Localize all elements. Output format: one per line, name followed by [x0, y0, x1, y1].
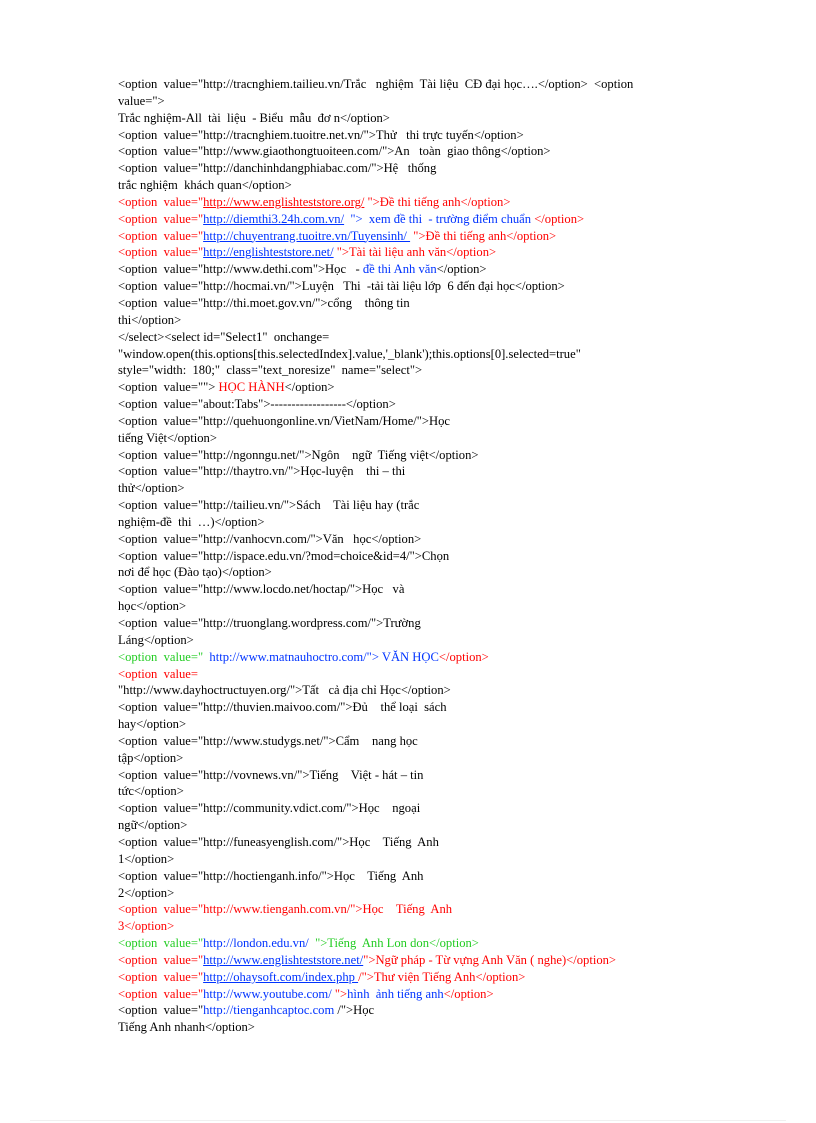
code-segment: "window.open(this.options[this.selectedIndex].value,'_blank');this.options[0].selected=true" — [118, 346, 581, 361]
code-segment: value="> — [118, 93, 165, 108]
code-segment: </select><select id="Select1" onchange= — [118, 329, 330, 344]
code-segment: <option value=" — [118, 245, 204, 260]
code-segment: http://london.edu.vn/ — [203, 936, 309, 951]
code-segment: <option value="http://thuvien.maivoo.com/">Đủ thể loại sách — [118, 700, 447, 715]
code-line — [118, 548, 718, 565]
code-line — [118, 93, 718, 110]
code-line — [118, 514, 718, 531]
code-segment: học</option> — [118, 599, 187, 614]
code-segment: "> — [331, 986, 348, 1001]
code-segment: <option value="http://funeasyenglish.com/">Học Tiếng Anh — [118, 834, 439, 849]
code-line — [118, 868, 718, 885]
code-line — [118, 76, 718, 93]
code-line — [118, 329, 718, 346]
code-segment: <option value=" — [118, 1003, 204, 1018]
code-segment: 3</option> — [118, 919, 175, 934]
code-segment: http://www.matnauhoctro.com/"> VĂN HỌC — [209, 649, 439, 664]
code-segment: <option value="http://vovnews.vn/">Tiếng Việt - hát – tin — [118, 767, 424, 782]
code-segment: http://www.youtube.com/ — [203, 986, 332, 1001]
code-line — [118, 244, 718, 261]
code-segment: ">Ngữ pháp - Từ vựng Anh Văn ( nghe)</option> — [363, 952, 617, 967]
code-segment: Láng</option> — [118, 632, 194, 647]
code-segment: <option value="http://danchinhdangphiabac.com/">Hệ thống — [118, 161, 437, 176]
code-segment: <option value="http://community.vdict.com/">Học ngoại — [118, 801, 421, 816]
code-segment: HỌC HÀNH — [218, 380, 285, 395]
code-segment: Tiếng Anh nhanh</option> — [118, 1020, 255, 1035]
code-segment: <option value=" — [118, 952, 204, 967]
code-segment: thi</option> — [118, 312, 182, 327]
code-segment: <option value=" — [118, 194, 204, 209]
code-segment: ngữ</option> — [118, 818, 188, 833]
code-line — [118, 211, 718, 228]
code-line — [118, 666, 718, 683]
code-segment: ">Tài tài liệu anh văn</option> — [333, 245, 497, 260]
code-line — [118, 1019, 718, 1036]
code-segment: đề thi Anh văn — [362, 262, 437, 277]
code-line — [118, 581, 718, 598]
code-segment: style="width: 180;" class="text_noresize" name="select"> — [118, 363, 423, 378]
code-segment: "> xem đề thi - trường điểm chuẩn — [344, 211, 535, 226]
code-line — [118, 986, 718, 1003]
code-line — [118, 682, 718, 699]
code-segment: ">Đề thi tiếng anh</option> — [364, 194, 511, 209]
code-line — [118, 295, 718, 312]
code-segment: <option value="http://ngonngu.net/">Ngôn ngữ Tiếng việt</option> — [118, 447, 479, 462]
code-segment: <option value="http://thi.moet.gov.vn/">cổng thông tin — [118, 295, 410, 310]
code-line — [118, 143, 718, 160]
hyperlink-text[interactable]: http://www.englishteststore.org/ — [203, 194, 365, 209]
code-line — [118, 463, 718, 480]
code-segment: </option> — [443, 986, 494, 1001]
code-line — [118, 228, 718, 245]
code-segment: <option value="http://tailieu.vn/">Sách Tài liệu hay (trắc — [118, 498, 420, 513]
code-segment: /">Thư viện Tiếng Anh</option> — [358, 969, 526, 984]
code-segment: <option value="http://quehuongonline.vn/VietNam/Home/">Học — [118, 413, 450, 428]
code-line — [118, 817, 718, 834]
code-segment: <option value="http://ispace.edu.vn/?mod=choice&id=4/">Chọn — [118, 548, 450, 563]
code-line — [118, 885, 718, 902]
code-line — [118, 649, 718, 666]
document-page — [118, 76, 718, 1036]
code-line — [118, 699, 718, 716]
code-segment: <option value=" — [118, 986, 204, 1001]
code-line — [118, 312, 718, 329]
code-segment: </option> — [438, 649, 489, 664]
code-line — [118, 834, 718, 851]
code-line — [118, 767, 718, 784]
code-segment: </option> — [284, 380, 335, 395]
code-line — [118, 430, 718, 447]
code-segment: tập</option> — [118, 750, 184, 765]
code-line — [118, 750, 718, 767]
code-line — [118, 969, 718, 986]
code-segment: tiếng Việt</option> — [118, 430, 217, 445]
code-segment: 2</option> — [118, 885, 175, 900]
code-segment: 1</option> — [118, 851, 175, 866]
code-line — [118, 413, 718, 430]
code-line — [118, 447, 718, 464]
code-segment: <option value="http://tracnghiem.tailieu.vn/Trắc nghiệm Tài liệu CĐ đại học….</option> <option — [118, 77, 634, 91]
code-segment: <option value="http://hoctienganh.info/">Học Tiếng Anh — [118, 868, 424, 883]
code-line — [118, 901, 718, 918]
hyperlink-text[interactable]: http://chuyentrang.tuoitre.vn/Tuyensinh/ — [203, 228, 411, 243]
code-segment: <option value="http://www.dethi.com">Học - — [118, 262, 363, 277]
code-segment: hay</option> — [118, 717, 187, 732]
code-segment: "http://www.dayhoctructuyen.org/">Tất cả địa chỉ Học</option> — [118, 683, 451, 698]
code-segment: ">Đề thi tiếng anh</option> — [410, 228, 557, 243]
code-segment: <option value=" — [118, 649, 210, 664]
code-line — [118, 598, 718, 615]
code-segment: <option value=" — [118, 936, 204, 951]
code-line — [118, 160, 718, 177]
code-segment: nghiệm-đề thi …)</option> — [118, 514, 265, 529]
code-segment: Trắc nghiệm-All tài liệu - Biểu mẫu đơ n</option> — [118, 110, 390, 125]
code-segment: <option value="http://hocmai.vn/">Luyện Thi -tải tài liệu lớp 6 đến đại học</option> — [118, 279, 565, 294]
hyperlink-text[interactable]: http://diemthi3.24h.com.vn/ — [203, 211, 345, 226]
code-segment: <option value= — [118, 666, 198, 681]
code-segment: <option value="http://www.locdo.net/hoctap/">Học và — [118, 582, 405, 597]
code-line — [118, 110, 718, 127]
code-segment: <option value=""> — [118, 380, 219, 395]
code-line — [118, 615, 718, 632]
code-line — [118, 564, 718, 581]
code-segment: </option> — [436, 262, 487, 277]
code-line — [118, 396, 718, 413]
code-line — [118, 127, 718, 144]
code-line — [118, 480, 718, 497]
code-segment: <option value=" — [118, 211, 204, 226]
code-line — [118, 918, 718, 935]
code-segment: http://tienganhcaptoc.com — [203, 1003, 338, 1018]
code-line — [118, 194, 718, 211]
code-segment: <option value="http://www.tienganh.com.vn/">Học Tiếng Anh — [118, 902, 453, 917]
code-segment: <option value="http://truonglang.wordpress.com/">Trường — [118, 616, 421, 630]
code-segment: <option value="http://www.giaothongtuoiteen.com/">An toàn giao thông</option> — [118, 144, 551, 159]
code-line — [118, 1002, 718, 1019]
code-line — [118, 632, 718, 649]
code-segment: trắc nghiệm khách quan</option> — [118, 178, 292, 193]
code-segment: <option value="http://www.studygs.net/">Cẩm nang học — [118, 733, 418, 748]
code-line — [118, 952, 718, 969]
page-bottom-divider — [30, 1120, 786, 1121]
code-line — [118, 716, 718, 733]
code-segment: <option value=" — [118, 228, 204, 243]
code-segment: <option value="about:Tabs">------------------</option> — [118, 397, 396, 412]
code-line — [118, 177, 718, 194]
code-line — [118, 935, 718, 952]
code-segment: <option value="http://thaytro.vn/">Học-luyện thi – thi — [118, 464, 406, 479]
code-line — [118, 362, 718, 379]
code-segment: </option> — [534, 211, 585, 226]
code-segment: <option value="http://tracnghiem.tuoitre.net.vn/">Thử thi trực tuyến</option> — [118, 127, 524, 142]
code-segment: thử</option> — [118, 481, 185, 496]
code-segment: <option value=" — [118, 969, 204, 984]
code-line — [118, 497, 718, 514]
code-line — [118, 261, 718, 278]
hyperlink-text[interactable]: http://ohaysoft.com/index.php — [203, 969, 359, 984]
code-segment: hình ảnh tiếng anh — [347, 986, 444, 1001]
code-line — [118, 783, 718, 800]
hyperlink-text[interactable]: http://englishteststore.net/ — [203, 245, 334, 260]
code-segment: /">Học — [337, 1003, 375, 1018]
code-line — [118, 278, 718, 295]
code-segment: ">Tiếng Anh Lon don</option> — [308, 936, 479, 951]
code-segment: <option value="http://vanhocvn.com/">Văn học</option> — [118, 531, 422, 546]
code-line — [118, 531, 718, 548]
code-segment: tức</option> — [118, 784, 184, 799]
code-segment: nơi để học (Đào tạo)</option> — [118, 565, 272, 580]
code-line — [118, 800, 718, 817]
code-line — [118, 733, 718, 750]
code-line — [118, 346, 718, 363]
code-line — [118, 851, 718, 868]
code-line — [118, 379, 718, 396]
hyperlink-text[interactable]: http://www.englishteststore.net/ — [203, 952, 364, 967]
